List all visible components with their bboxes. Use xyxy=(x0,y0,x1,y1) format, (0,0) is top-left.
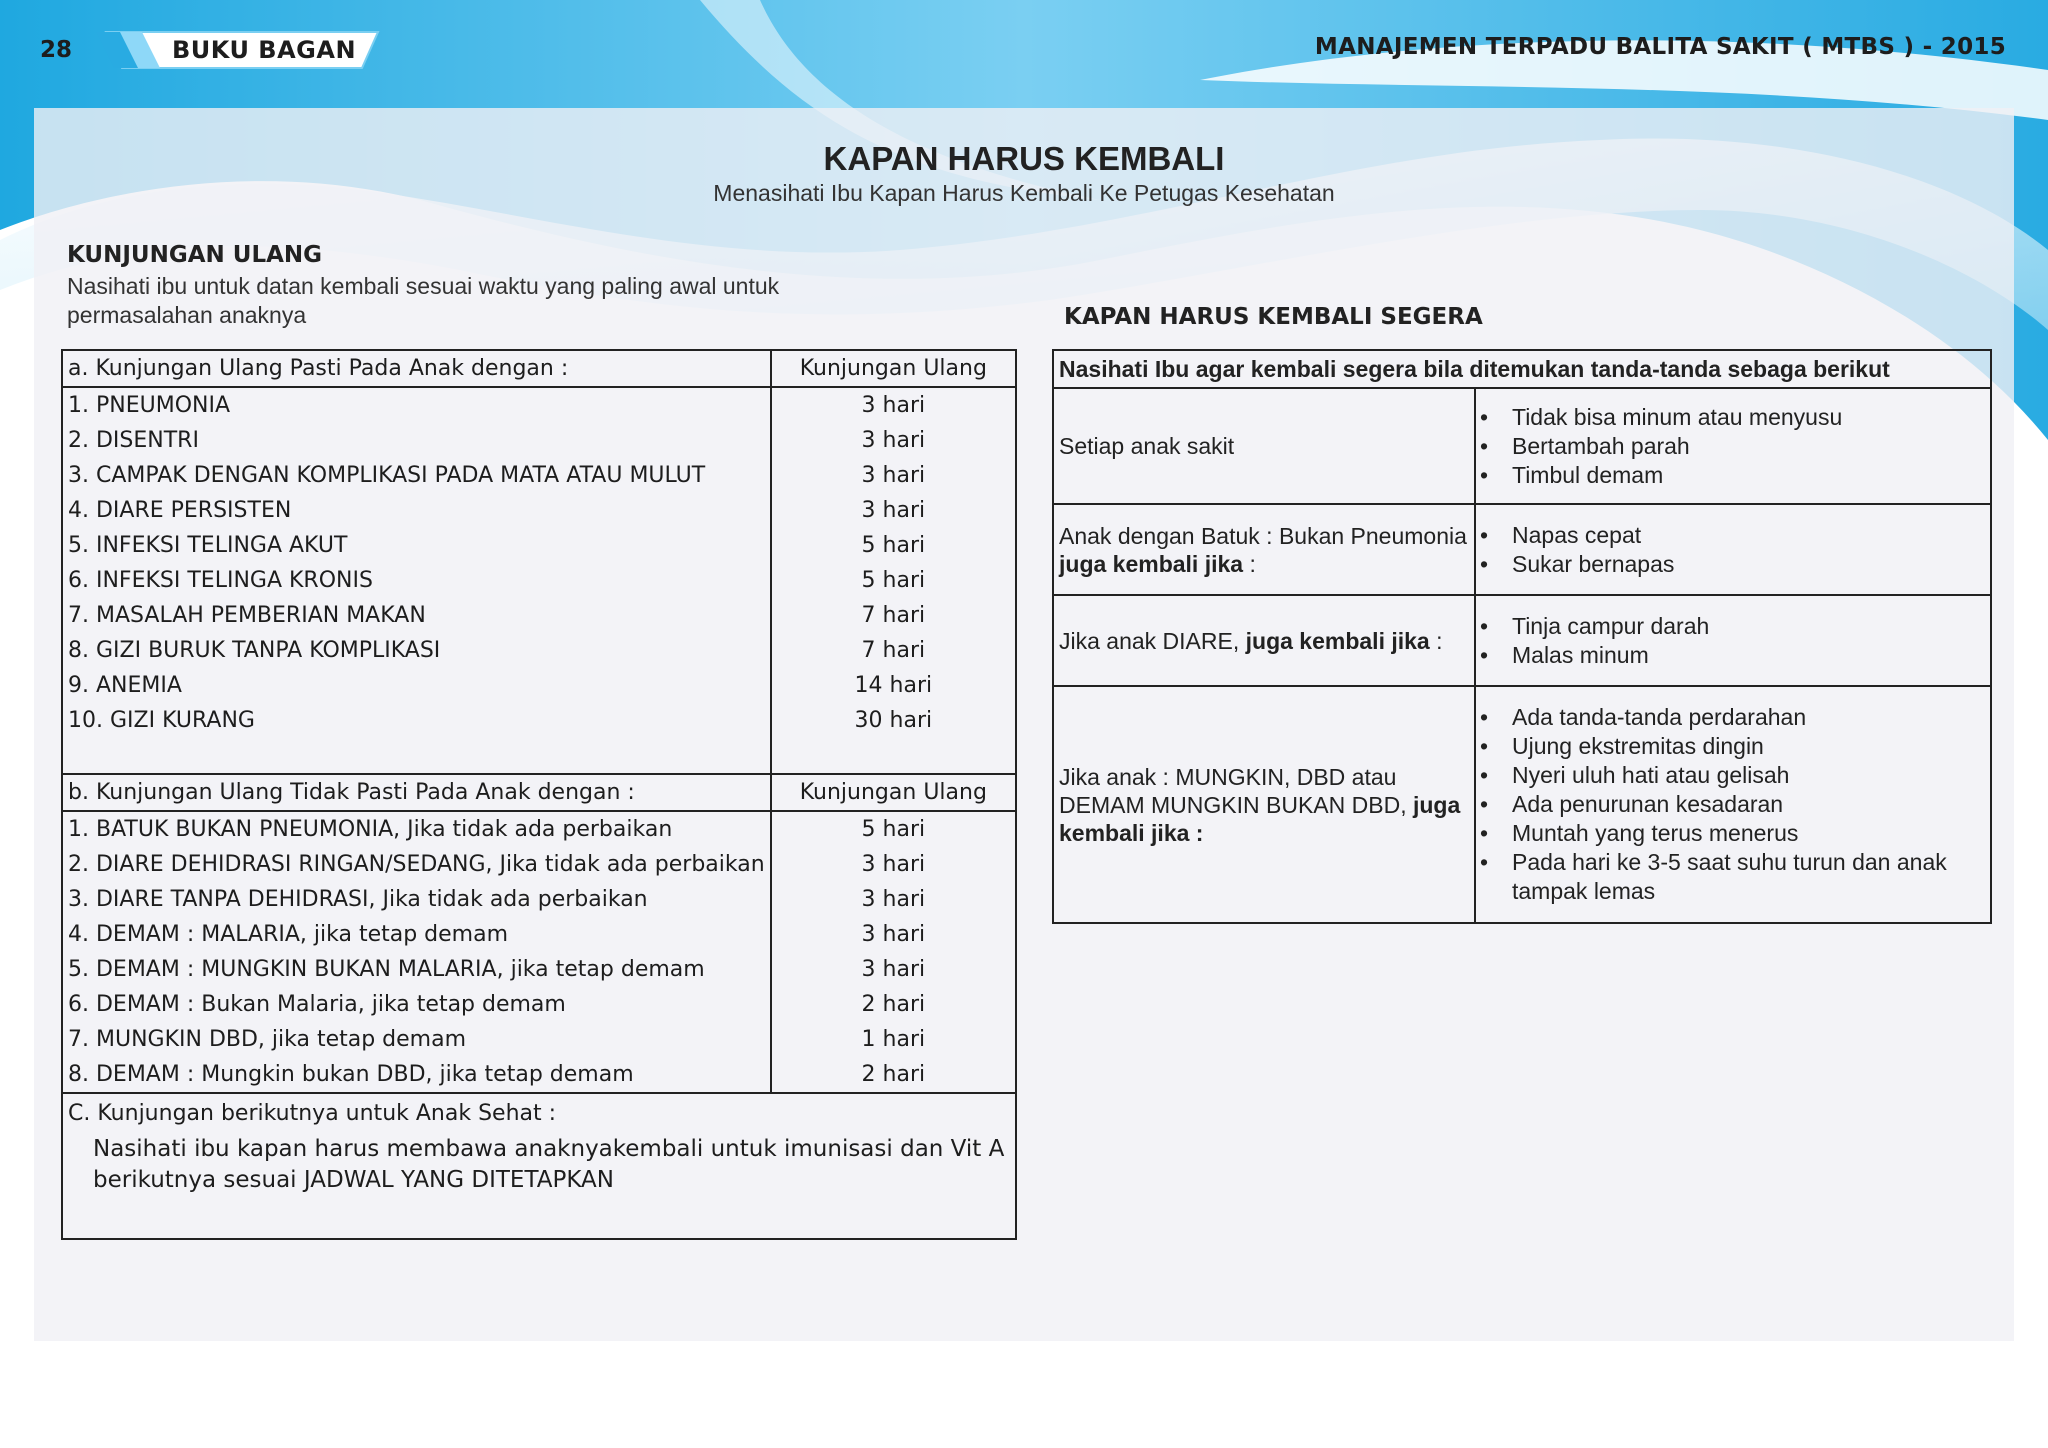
urgent-signs xyxy=(1475,686,1991,923)
table-row xyxy=(62,952,1016,987)
follow-up-days: 3 hari xyxy=(771,387,1016,423)
section-c-row xyxy=(62,1093,1016,1239)
condition-label: 5. DEMAM : MUNGKIN BUKAN MALARIA, jika tetap demam xyxy=(62,952,771,987)
section-b-header: b. Kunjungan Ulang Tidak Pasti Pada Anak dengan : xyxy=(62,774,771,811)
condition-emphasis: juga kembali jika xyxy=(1245,627,1430,654)
condition-label: 4. DIARE PERSISTEN xyxy=(62,493,771,528)
condition-text: Setiap anak sakit xyxy=(1059,433,1235,459)
urgent-row xyxy=(1053,388,1991,504)
condition-label: 5. INFEKSI TELINGA AKUT xyxy=(62,528,771,563)
bullet-icon: • xyxy=(1480,403,1489,430)
table-row xyxy=(62,917,1016,952)
header-left xyxy=(40,30,380,70)
list-item xyxy=(1478,819,1985,848)
table-row xyxy=(62,668,1016,703)
book-tab xyxy=(90,30,380,70)
urgent-signs xyxy=(1475,595,1991,686)
follow-up-days: 7 hari xyxy=(771,633,1016,668)
bullet-icon: • xyxy=(1480,791,1489,817)
follow-up-days: 3 hari xyxy=(771,458,1016,493)
follow-up-heading: KUNJUNGAN ULANG xyxy=(67,242,323,268)
follow-up-days: 3 hari xyxy=(771,952,1016,987)
condition-label: 2. DISENTRI xyxy=(62,423,771,458)
list-item xyxy=(1478,848,1985,906)
condition-tail: : xyxy=(1429,627,1443,654)
condition-text: Jika anak : MUNGKIN, DBD atau DEMAM MUNGKIN BUKAN DBD, xyxy=(1059,763,1407,818)
table-row xyxy=(62,528,1016,563)
list-item xyxy=(1478,790,1985,819)
list-item xyxy=(1478,521,1985,550)
signs-list xyxy=(1478,403,1985,490)
urgent-condition xyxy=(1053,504,1475,595)
bullet-icon: • xyxy=(1480,461,1489,488)
section-c-cell xyxy=(62,1093,1016,1239)
table-row xyxy=(62,882,1016,917)
follow-up-days: 5 hari xyxy=(771,811,1016,847)
urgent-signs xyxy=(1475,388,1991,504)
urgent-row xyxy=(1053,595,1991,686)
follow-up-days: 7 hari xyxy=(771,598,1016,633)
header-title: MANAJEMEN TERPADU BALITA SAKIT ( MTBS ) - 2015 xyxy=(1314,34,2006,60)
sign-text: Bertambah parah xyxy=(1512,432,1690,459)
sign-text: Ada penurunan kesadaran xyxy=(1512,791,1784,817)
follow-up-days: 3 hari xyxy=(771,493,1016,528)
section-a-header-row xyxy=(62,350,1016,387)
condition-label: 8. DEMAM : Mungkin bukan DBD, jika tetap demam xyxy=(62,1057,771,1093)
sign-text: Napas cepat xyxy=(1512,521,1642,548)
follow-up-days: 14 hari xyxy=(771,668,1016,703)
follow-up-days: 3 hari xyxy=(771,423,1016,458)
list-item xyxy=(1478,703,1985,732)
follow-up-days: 1 hari xyxy=(771,1022,1016,1057)
bullet-icon: • xyxy=(1480,641,1489,668)
table-row xyxy=(62,423,1016,458)
section-c-header: C. Kunjungan berikutnya untuk Anak Sehat : xyxy=(68,1101,557,1126)
list-item xyxy=(1478,461,1985,490)
follow-up-days: 2 hari xyxy=(771,1057,1016,1093)
condition-label: 9. ANEMIA xyxy=(62,668,771,703)
bullet-icon: • xyxy=(1480,521,1489,548)
condition-label: 10. GIZI KURANG xyxy=(62,703,771,738)
column-header-follow-up: Kunjungan Ulang xyxy=(771,350,1016,387)
condition-label: 6. INFEKSI TELINGA KRONIS xyxy=(62,563,771,598)
condition-text: Jika anak DIARE, xyxy=(1059,627,1240,654)
list-item xyxy=(1478,761,1985,790)
list-item xyxy=(1478,732,1985,761)
urgent-row xyxy=(1053,504,1991,595)
section-c-text: Nasihati ibu kapan harus membawa anaknyakembali untuk imunisasi dan Vit A berikutnya sesuai JADWAL YANG DITETAPKAN xyxy=(93,1136,1005,1193)
table-row xyxy=(62,563,1016,598)
sign-text: Pada hari ke 3-5 saat suhu turun dan anak tampak lemas xyxy=(1512,849,1947,904)
urgent-condition xyxy=(1053,595,1475,686)
urgent-header-row xyxy=(1053,350,1991,388)
urgent-row xyxy=(1053,686,1991,923)
book-label: BUKU BAGAN xyxy=(172,36,357,64)
follow-up-days: 3 hari xyxy=(771,917,1016,952)
table-row xyxy=(62,847,1016,882)
sign-text: Ada tanda-tanda perdarahan xyxy=(1512,704,1807,730)
follow-up-days: 2 hari xyxy=(771,987,1016,1022)
spacer-cell xyxy=(771,738,1016,774)
urgent-return-table xyxy=(1052,349,1992,924)
section-a-header: a. Kunjungan Ulang Pasti Pada Anak dengan : xyxy=(62,350,771,387)
condition-text: Anak dengan Batuk : Bukan Pneumonia xyxy=(1059,522,1467,549)
sign-text: Malas minum xyxy=(1512,641,1649,668)
follow-up-days: 5 hari xyxy=(771,563,1016,598)
list-item xyxy=(1478,612,1985,641)
follow-up-days: 3 hari xyxy=(771,847,1016,882)
sign-text: Muntah yang terus menerus xyxy=(1512,820,1799,846)
urgent-condition xyxy=(1053,686,1475,923)
list-item xyxy=(1478,550,1985,579)
page-subtitle: Menasihati Ibu Kapan Harus Kembali Ke Petugas Kesehatan xyxy=(713,180,1335,206)
urgent-table-header: Nasihati Ibu agar kembali segera bila ditemukan tanda-tanda sebaga berikut xyxy=(1053,350,1991,388)
page-number: 28 xyxy=(40,37,73,63)
table-row xyxy=(62,1022,1016,1057)
spacer-cell xyxy=(62,738,771,774)
urgent-condition xyxy=(1053,388,1475,504)
follow-up-days: 30 hari xyxy=(771,703,1016,738)
sign-text: Nyeri uluh hati atau gelisah xyxy=(1512,762,1790,788)
follow-up-table xyxy=(61,349,1017,1240)
bullet-icon: • xyxy=(1480,762,1489,788)
column-header-follow-up: Kunjungan Ulang xyxy=(771,774,1016,811)
bullet-icon: • xyxy=(1480,820,1489,846)
table-row xyxy=(62,633,1016,668)
bullet-icon: • xyxy=(1480,704,1489,730)
bullet-icon: • xyxy=(1480,849,1489,875)
sign-text: Tidak bisa minum atau menyusu xyxy=(1512,403,1843,430)
condition-emphasis: juga kembali jika xyxy=(1059,550,1244,577)
condition-label: 2. DIARE DEHIDRASI RINGAN/SEDANG, Jika tidak ada perbaikan xyxy=(62,847,771,882)
signs-list xyxy=(1478,612,1985,670)
urgent-signs xyxy=(1475,504,1991,595)
list-item xyxy=(1478,641,1985,670)
urgent-return-heading: KAPAN HARUS KEMBALI SEGERA xyxy=(1064,304,1483,330)
bullet-icon: • xyxy=(1480,432,1489,459)
table-row xyxy=(62,703,1016,738)
list-item xyxy=(1478,432,1985,461)
condition-label: 1. BATUK BUKAN PNEUMONIA, Jika tidak ada perbaikan xyxy=(62,811,771,847)
signs-list xyxy=(1478,703,1985,906)
bullet-icon: • xyxy=(1480,612,1489,639)
condition-label: 7. MASALAH PEMBERIAN MAKAN xyxy=(62,598,771,633)
list-item xyxy=(1478,403,1985,432)
table-row xyxy=(62,1057,1016,1093)
section-b-header-row xyxy=(62,774,1016,811)
bullet-icon: • xyxy=(1480,550,1489,577)
table-row xyxy=(62,811,1016,847)
follow-up-description: Nasihati ibu untuk datan kembali sesuai waktu yang paling awal untuk permasalahan anaknya xyxy=(67,273,780,328)
condition-label: 4. DEMAM : MALARIA, jika tetap demam xyxy=(62,917,771,952)
condition-label: 3. CAMPAK DENGAN KOMPLIKASI PADA MATA ATAU MULUT xyxy=(62,458,771,493)
bullet-icon: • xyxy=(1480,733,1489,759)
sign-text: Sukar bernapas xyxy=(1512,550,1675,577)
condition-tail: : xyxy=(1243,550,1256,577)
follow-up-days: 3 hari xyxy=(771,882,1016,917)
table-row xyxy=(62,493,1016,528)
condition-emphasis: juga kembali jika : xyxy=(1059,791,1461,846)
table-row xyxy=(62,598,1016,633)
page-title: KAPAN HARUS KEMBALI xyxy=(823,140,1225,177)
sign-text: Ujung ekstremitas dingin xyxy=(1512,733,1764,759)
signs-list xyxy=(1478,521,1985,579)
condition-label: 1. PNEUMONIA xyxy=(62,387,771,423)
spacer-row xyxy=(62,738,1016,774)
follow-up-days: 5 hari xyxy=(771,528,1016,563)
table-row xyxy=(62,458,1016,493)
table-row xyxy=(62,387,1016,423)
condition-label: 8. GIZI BURUK TANPA KOMPLIKASI xyxy=(62,633,771,668)
sign-text: Tinja campur darah xyxy=(1512,612,1710,639)
table-row xyxy=(62,987,1016,1022)
sign-text: Timbul demam xyxy=(1512,461,1664,488)
condition-label: 6. DEMAM : Bukan Malaria, jika tetap demam xyxy=(62,987,771,1022)
condition-label: 7. MUNGKIN DBD, jika tetap demam xyxy=(62,1022,771,1057)
condition-label: 3. DIARE TANPA DEHIDRASI, Jika tidak ada perbaikan xyxy=(62,882,771,917)
